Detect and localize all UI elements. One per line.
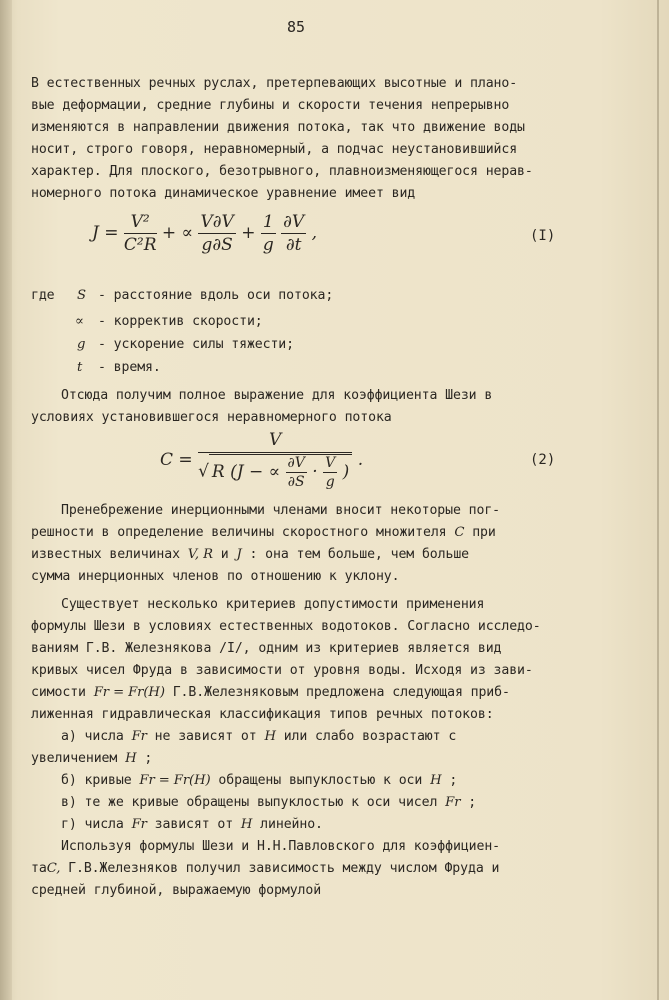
page-binding-edge (0, 0, 12, 1000)
text-run: б) кривые (61, 773, 132, 788)
math-symbol: C (454, 525, 465, 540)
eq1-plus-alpha: + ∝ (161, 223, 194, 243)
para4-line-3 (31, 641, 501, 656)
para1-line-1: В естественных речных руслах, претерпевающих высотные и плано- (31, 76, 518, 91)
math-symbol: V, R (187, 547, 213, 562)
eq1-term2-denominator: g∂S (201, 235, 233, 255)
definition-text: - ускорение силы тяжести; (98, 337, 294, 352)
eq1-lhs: J = (92, 223, 119, 243)
eq1-term2-numerator: V∂V (200, 212, 234, 232)
math-symbol: Fr (131, 729, 147, 744)
text-run: не зависят от (154, 729, 257, 744)
eq1-term3 (261, 212, 276, 255)
text-run: Существует несколько критериев допустимости применения (61, 597, 485, 612)
para4-line-5 (31, 685, 510, 700)
math-symbol: H (430, 773, 442, 788)
math-symbol: H (264, 729, 276, 744)
text-run: Используя формулы Шези и Н.Н.Павловского для коэффициен- (61, 839, 501, 854)
classification-g (61, 817, 323, 832)
text-run: известных величинах (31, 547, 180, 562)
text-run: и (220, 547, 229, 562)
classification-v (61, 795, 476, 810)
para5-line-3 (31, 883, 321, 898)
eq2-denominator (198, 453, 352, 490)
para1-line-4: носит, строго говоря, неравномерный, а подчас неустановившийся (31, 142, 518, 157)
text-run: ; (144, 751, 153, 766)
para3-line-4 (31, 569, 399, 584)
eq2-den-dot: · (312, 462, 318, 482)
text-run: кривых чисел Фруда в зависимости от уровня воды. Исходя из зави- (31, 663, 533, 678)
text-run: сумма инерционных членов по отношению к уклону. (31, 569, 400, 584)
text-run: в) те же кривые обращены выпуклостью к оси чисел (61, 795, 438, 810)
eq2-den-f1-denominator: ∂S (287, 474, 305, 490)
text-run: : она тем больше, чем больше (249, 547, 470, 562)
eq2-den-pre: R (J − ∝ (211, 462, 281, 482)
text-run: а) числа (61, 729, 124, 744)
text-run: симости (31, 685, 86, 700)
definition-text: - корректив скорости; (98, 314, 263, 329)
text-run: лиженная гидравлическая классификация типов речных потоков: (31, 707, 494, 722)
math-symbol: Fr (131, 817, 147, 832)
math-symbol: C, (46, 861, 61, 876)
eq2-den-post: ) (342, 462, 350, 482)
text-run: решности в определение величины скоростного множителя (31, 525, 447, 540)
text-run: г) числа (61, 817, 124, 832)
para2-line-2: условиях установившегося неравномерного потока (31, 410, 392, 425)
math-symbol: Fr = Fr(H) (93, 685, 165, 700)
text-run: или слабо возрастают с (283, 729, 457, 744)
math-symbol: H (125, 751, 137, 766)
definition-s (31, 288, 334, 303)
classification-b (61, 773, 457, 788)
text-run: ваниям Г.В. Железнякова /I/, одним из критериев является вид (31, 641, 502, 656)
eq2-den-f2-numerator: V (325, 455, 336, 471)
definition-prefix: где (31, 288, 55, 303)
math-symbol: Fr = Fr(H) (139, 773, 211, 788)
eq2-fraction (198, 430, 352, 490)
eq1-term4-numerator: ∂V (283, 212, 305, 232)
eq2-den-f2-denominator: g (325, 474, 335, 490)
definition-symbol: t (77, 360, 83, 375)
eq1-term1-denominator: C²R (123, 235, 157, 255)
para1-line-5: характер. Для плоского, безотрывного, плавноизменяющегося нерав- (31, 164, 533, 179)
para3-line-3 (31, 547, 469, 562)
eq2-lhs: C = (160, 450, 193, 470)
eq2-den-fraction-2 (323, 455, 337, 490)
text-run: Пренебрежение инерционными членами вносит некоторые пог- (61, 503, 501, 518)
equation-1-number: (I) (530, 228, 556, 244)
eq1-plus: + (241, 223, 256, 243)
text-run: средней глубиной, выражаемую формулой (31, 883, 322, 898)
classification-a-cont (31, 751, 152, 766)
equation-2 (160, 430, 363, 490)
para3-line-1 (61, 503, 500, 518)
text-run: ; (449, 773, 458, 788)
para5-line-1 (61, 839, 500, 854)
text-run: увеличением (31, 751, 118, 766)
text-run: линейно. (260, 817, 323, 832)
text-run: формулы Шези в условиях естественных водотоков. Согласно исследо- (31, 619, 541, 634)
page-fold-line (657, 0, 659, 1000)
eq2-den-f1-numerator: ∂V (287, 455, 305, 471)
para4-line-6 (31, 707, 494, 722)
eq1-term3-denominator: g (262, 235, 274, 255)
eq2-numerator: V (198, 430, 352, 453)
text-run: обращены выпуклостью к оси (218, 773, 423, 788)
math-symbol: J (236, 547, 242, 562)
definition-text: - расстояние вдоль оси потока; (98, 288, 334, 303)
text-run: ; (468, 795, 477, 810)
definition-symbol: g (77, 337, 86, 352)
para1-line-2: вые деформации, средние глубины и скорости течения непрерывно (31, 98, 510, 113)
page-number: 85 (287, 18, 306, 36)
math-symbol: Fr (445, 795, 461, 810)
text-run: при (472, 525, 496, 540)
equation-2-number: (2) (530, 452, 556, 468)
eq1-comma: , (311, 223, 318, 243)
definition-symbol: S (77, 288, 86, 303)
eq1-term2 (198, 212, 235, 255)
eq1-term1 (124, 212, 157, 255)
text-run: Г.В.Железняковым предложена следующая приб- (172, 685, 510, 700)
eq1-term1-numerator: V² (124, 212, 157, 234)
sqrt-sign: √ (198, 461, 209, 482)
text-run: та (31, 861, 47, 876)
math-symbol: H (240, 817, 253, 832)
equation-1 (92, 212, 317, 255)
eq2-den-fraction-1 (286, 455, 307, 490)
para1-line-3: изменяются в направлении движения потока, так что движение воды (31, 120, 525, 135)
para4-line-4 (31, 663, 533, 678)
eq1-term4-denominator: ∂t (285, 235, 302, 255)
definition-symbol: ∝ (75, 314, 84, 329)
text-run: Г.В.Железняков получил зависимость между числом Фруда и (68, 861, 500, 876)
para4-line-2 (31, 619, 541, 634)
para2-line-1: Отсюда получим полное выражение для коэффициента Шези в (61, 388, 493, 403)
para5-line-2 (31, 861, 499, 876)
para1-line-6: номерного потока динамическое уравнение имеет вид (31, 186, 416, 201)
text-run: зависят от (154, 817, 234, 832)
eq1-term4 (281, 212, 306, 255)
para3-line-2 (31, 525, 496, 540)
classification-a (61, 729, 456, 744)
eq1-term3-numerator: 1 (262, 212, 274, 232)
eq2-tail: . (357, 450, 364, 470)
sqrt-body (209, 454, 352, 490)
definition-text: - время. (98, 360, 161, 375)
para4-line-1 (61, 597, 484, 612)
